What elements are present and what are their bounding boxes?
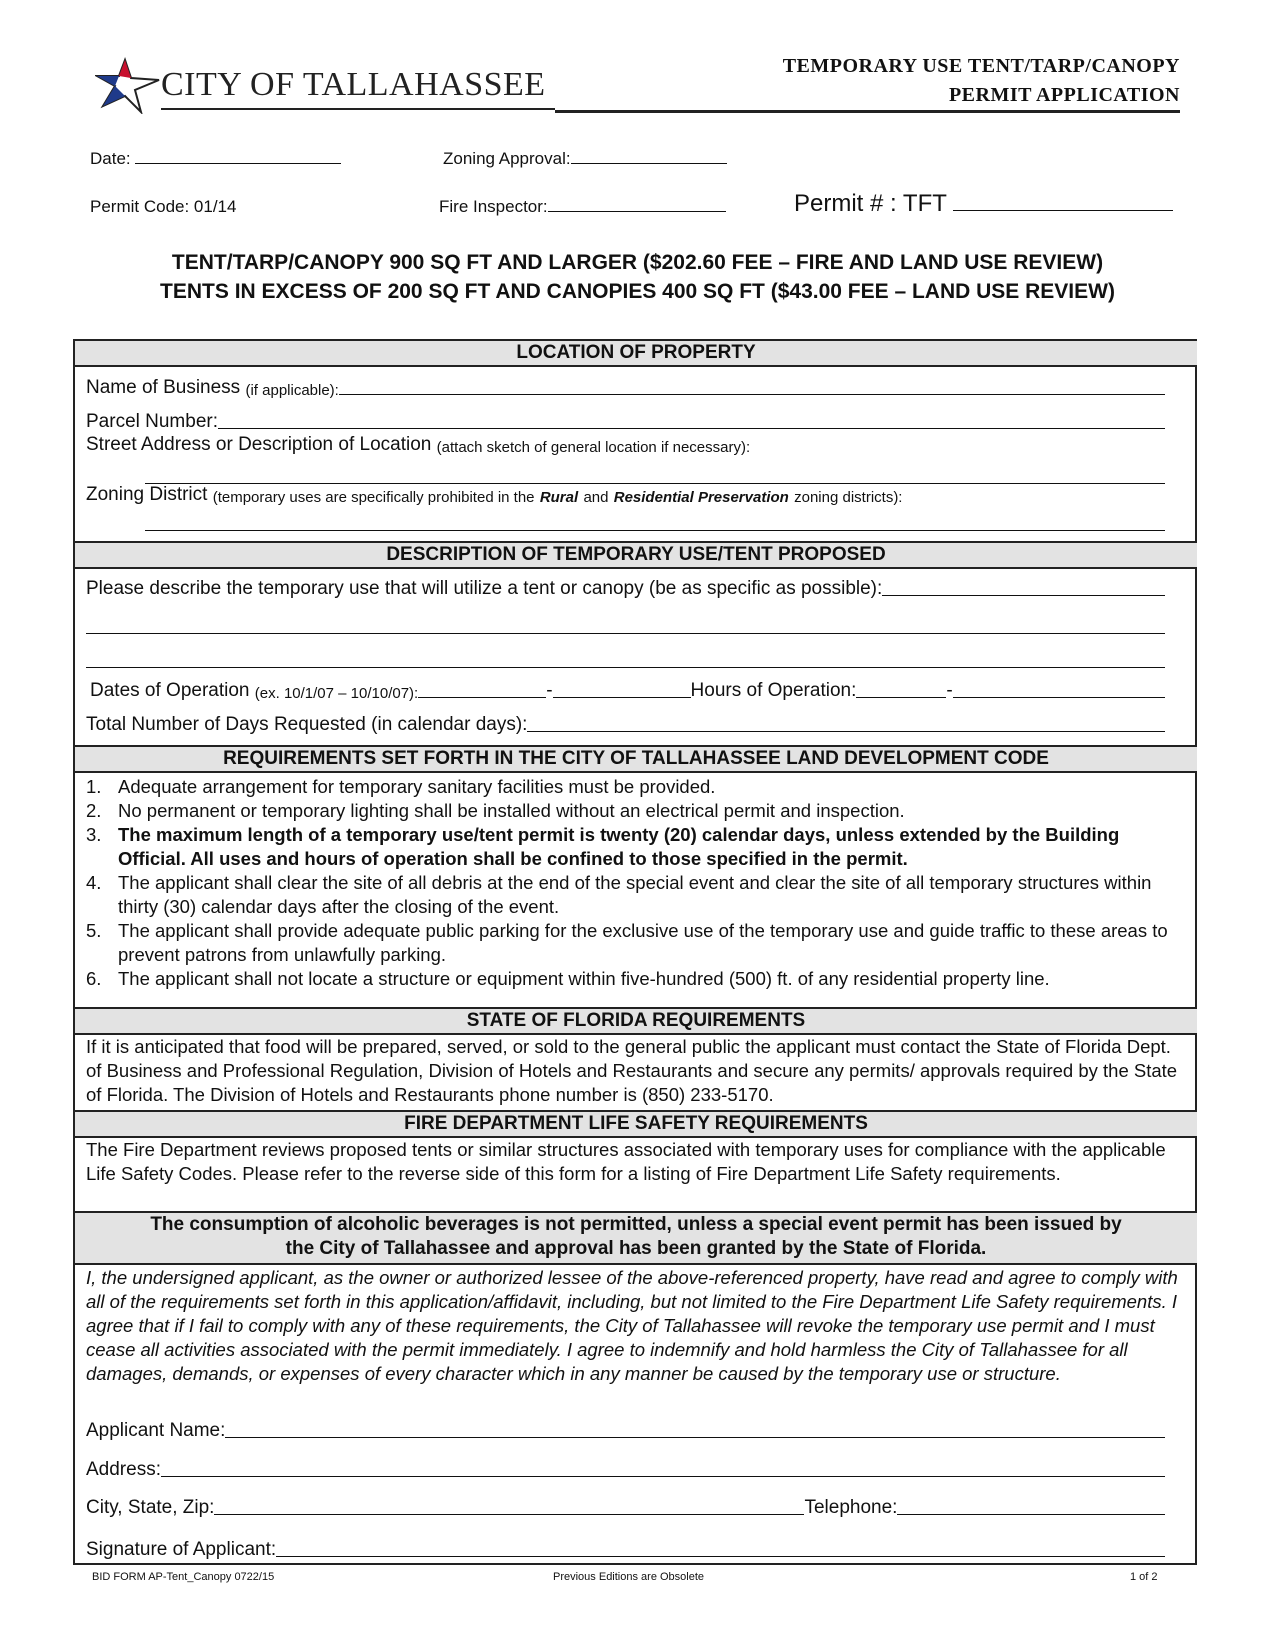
affidavit-text: I, the undersigned applicant, as the owner or authorized lessee of the above-referenced property, have read and agree to comply with all of the requirements set forth in this application/affidavit, including, but not limited to the Fire Department Life Safety requirements. I agree that if I fail to comply with any of these requirements, the City of Tallahassee will revoke the temporary use permit and I must cease all activities associated with the permit immediately. I agree to indemnify and hold harmless the City of Tallahassee for all damages, demands, or expenses of every character which in any manner be caused by the temporary use or structure.	[86, 1267, 1178, 1384]
form-title-line-2: PERMIT APPLICATION	[948, 84, 1180, 106]
logo-text: CITY OF TALLAHASSEE	[161, 66, 546, 103]
hours-of-operation-field[interactable]: Hours of Operation: -	[691, 680, 1165, 702]
address-field[interactable]: Address:	[86, 1459, 1165, 1481]
star-logo-icon	[95, 54, 165, 114]
list-item: 5. The applicant shall provide adequate public parking for the exclusive use of the temporary use and guide traffic to these areas to prevent patrons from unlawfully parking.	[86, 920, 1168, 965]
total-days-field[interactable]: Total Number of Days Requested (in calendar days):	[86, 714, 1165, 736]
list-item: 2. No permanent or temporary lighting shall be installed without an electrical permit and inspection.	[86, 800, 905, 821]
fire-inspector-field[interactable]: Fire Inspector:	[439, 197, 726, 217]
applicant-name-field[interactable]: Applicant Name:	[86, 1420, 1165, 1442]
fee-line-1: TENT/TARP/CANOPY 900 SQ FT AND LARGER ($202.60 FEE – FIRE AND LAND USE REVIEW)	[171, 251, 1104, 274]
form-title-line-1: TEMPORARY USE TENT/TARP/CANOPY	[782, 55, 1180, 77]
fire-text: The Fire Department reviews proposed tents or similar structures associated with temporary uses for compliance with the applicable Life Safety Codes. Please refer to the reverse side of this form for a listing of Fire Department Life Safety requirements.	[86, 1139, 1166, 1184]
alcohol-notice: The consumption of alcoholic beverages is not permitted, unless a special event permit has been issued by the City of Tallahassee and approval has been granted by the State of Florida.	[75, 1211, 1197, 1265]
permit-number-field[interactable]: Permit # : TFT	[794, 190, 1173, 218]
city-logo	[95, 54, 555, 114]
location-heading: LOCATION OF PROPERTY	[75, 341, 1197, 367]
list-item: 4. The applicant shall clear the site of all debris at the end of the special event and clear the site of all temporary structures within thirty (30) calendar days after the closing of the event.	[86, 872, 1152, 917]
fire-heading: FIRE DEPARTMENT LIFE SAFETY REQUIREMENTS	[75, 1110, 1197, 1138]
street-address-label: Street Address or Description of Location (attach sketch of general location if necessary):	[86, 434, 751, 456]
zoning-district-input[interactable]	[145, 530, 1165, 531]
use-description-field[interactable]: Please describe the temporary use that will utilize a tent or canopy (be as specific as possible):	[86, 578, 1165, 600]
business-name-field[interactable]: Name of Business (if applicable):	[86, 377, 1165, 399]
parcel-number-field[interactable]: Parcel Number:	[86, 411, 1165, 433]
list-item: 6. The applicant shall not locate a structure or equipment within five-hundred (500) ft. of any residential property line.	[86, 968, 1050, 989]
date-field[interactable]: Date:	[90, 149, 341, 169]
description-heading: DESCRIPTION OF TEMPORARY USE/TENT PROPOSED	[75, 541, 1197, 569]
zoning-district-label: Zoning District (temporary uses are specifically prohibited in the Rural and Residential Preservation zoning districts):	[86, 484, 903, 506]
fee-line-2: TENTS IN EXCESS OF 200 SQ FT AND CANOPIES 400 SQ FT ($43.00 FEE – LAND USE REVIEW)	[160, 280, 1115, 303]
requirements-heading: REQUIREMENTS SET FORTH IN THE CITY OF TALLAHASSEE LAND DEVELOPMENT CODE	[75, 745, 1197, 773]
obsolete-note: Previous Editions are Obsolete	[553, 1571, 705, 1583]
florida-heading: STATE OF FLORIDA REQUIREMENTS	[75, 1007, 1197, 1035]
form-title	[783, 52, 1180, 110]
signature-field[interactable]: Signature of Applicant:	[86, 1539, 1165, 1561]
use-description-line-2[interactable]	[86, 633, 1165, 634]
page-number: 1 of 2	[1130, 1571, 1158, 1583]
zoning-approval-field[interactable]: Zoning Approval:	[443, 149, 727, 169]
list-item: 1. Adequate arrangement for temporary sanitary facilities must be provided.	[86, 776, 716, 797]
list-item: 3. The maximum length of a temporary use/tent permit is twenty (20) calendar days, unless extended by the Building Official. All uses and hours of operation shall be confined to those specified in the permit.	[86, 824, 1120, 869]
use-description-line-3[interactable]	[86, 667, 1165, 668]
city-state-zip-field[interactable]: City, State, Zip: Telephone:	[86, 1497, 1165, 1519]
dates-of-operation-field[interactable]: Dates of Operation (ex. 10/1/07 – 10/10/07): - Hours of Operation: -	[90, 680, 1165, 702]
florida-text: If it is anticipated that food will be prepared, served, or sold to the general public the applicant must contact the State of Florida Dept. of Business and Professional Regulation, Division of Hotels and Restaurants and secure any permits/ approvals required by the State of Florida. The Division of Hotels and Restaurants phone number is (850) 233-5170.	[86, 1036, 1178, 1105]
permit-code: Permit Code: 01/14	[90, 197, 237, 216]
form-id: BID FORM AP-Tent_Canopy 0722/15	[92, 1571, 275, 1583]
telephone-field[interactable]: Telephone:	[804, 1497, 1165, 1519]
requirements-list	[86, 775, 1186, 991]
